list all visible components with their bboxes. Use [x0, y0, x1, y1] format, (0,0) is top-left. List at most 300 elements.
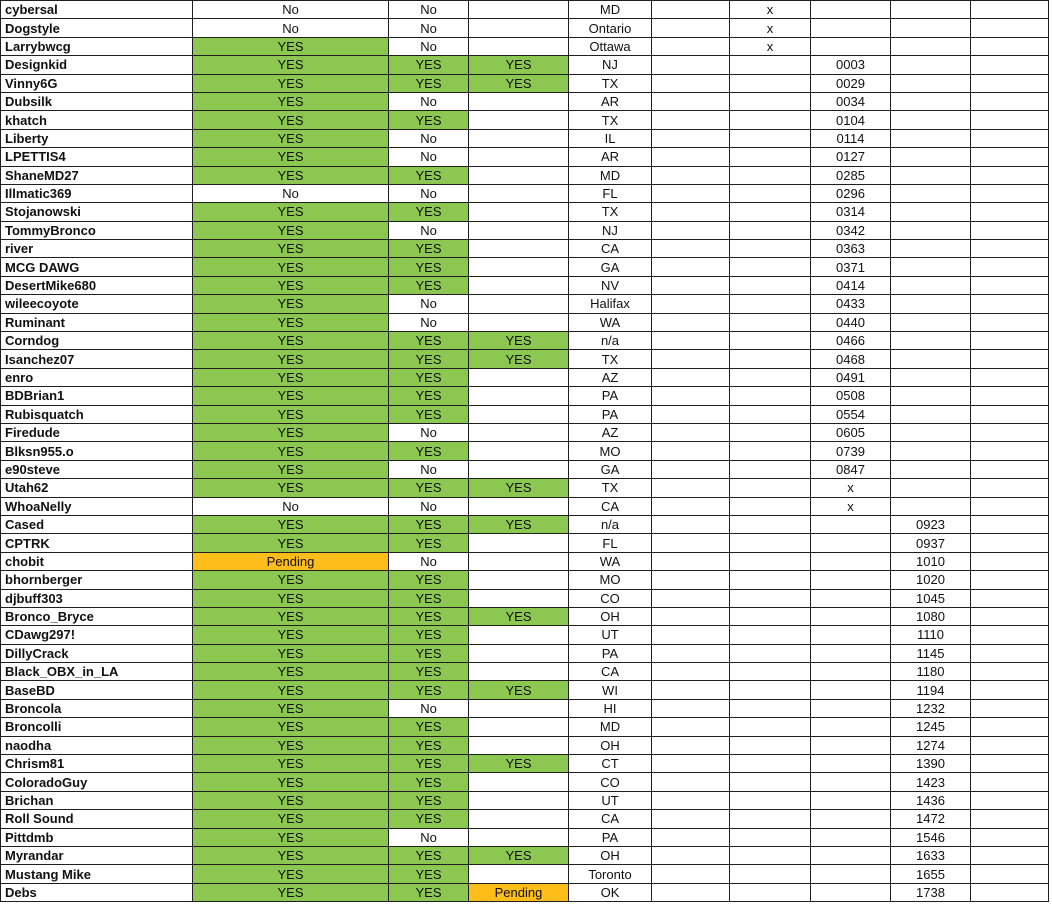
cell-col-c[interactable]: YES: [389, 534, 469, 552]
cell-col-f[interactable]: [652, 479, 730, 497]
cell-col-j[interactable]: [971, 883, 1049, 901]
cell-col-d[interactable]: [469, 221, 569, 239]
cell-col-g[interactable]: x: [730, 19, 811, 37]
cell-col-g[interactable]: [730, 423, 811, 441]
cell-col-j[interactable]: [971, 56, 1049, 74]
cell-username[interactable]: e90steve: [1, 460, 193, 478]
cell-col-b[interactable]: YES: [193, 148, 389, 166]
cell-col-b[interactable]: YES: [193, 332, 389, 350]
cell-col-h[interactable]: 0314: [811, 203, 891, 221]
cell-col-c[interactable]: YES: [389, 258, 469, 276]
cell-col-g[interactable]: [730, 810, 811, 828]
cell-col-j[interactable]: [971, 681, 1049, 699]
cell-col-j[interactable]: [971, 129, 1049, 147]
cell-col-i[interactable]: 1472: [891, 810, 971, 828]
cell-col-b[interactable]: YES: [193, 111, 389, 129]
cell-col-f[interactable]: [652, 56, 730, 74]
cell-col-b[interactable]: YES: [193, 387, 389, 405]
cell-col-c[interactable]: YES: [389, 166, 469, 184]
cell-col-b[interactable]: YES: [193, 423, 389, 441]
cell-col-i[interactable]: [891, 258, 971, 276]
cell-col-f[interactable]: [652, 810, 730, 828]
cell-col-d[interactable]: [469, 148, 569, 166]
cell-col-f[interactable]: [652, 552, 730, 570]
cell-col-g[interactable]: [730, 644, 811, 662]
cell-col-g[interactable]: [730, 479, 811, 497]
cell-col-b[interactable]: YES: [193, 755, 389, 773]
cell-location[interactable]: FL: [569, 184, 652, 202]
cell-location[interactable]: NJ: [569, 56, 652, 74]
cell-col-j[interactable]: [971, 515, 1049, 533]
cell-location[interactable]: GA: [569, 258, 652, 276]
cell-col-g[interactable]: [730, 240, 811, 258]
cell-col-d[interactable]: Pending: [469, 883, 569, 901]
cell-location[interactable]: OH: [569, 846, 652, 864]
cell-col-d[interactable]: [469, 865, 569, 883]
cell-col-g[interactable]: [730, 571, 811, 589]
cell-col-d[interactable]: [469, 1, 569, 19]
cell-col-h[interactable]: [811, 552, 891, 570]
cell-col-i[interactable]: 0923: [891, 515, 971, 533]
cell-col-j[interactable]: [971, 258, 1049, 276]
cell-col-b[interactable]: YES: [193, 350, 389, 368]
cell-col-i[interactable]: 1045: [891, 589, 971, 607]
cell-col-h[interactable]: [811, 37, 891, 55]
cell-col-d[interactable]: [469, 129, 569, 147]
cell-location[interactable]: Ontario: [569, 19, 652, 37]
cell-col-c[interactable]: YES: [389, 571, 469, 589]
cell-col-j[interactable]: [971, 607, 1049, 625]
cell-col-h[interactable]: [811, 515, 891, 533]
cell-username[interactable]: wileecoyote: [1, 295, 193, 313]
cell-col-i[interactable]: 1020: [891, 571, 971, 589]
cell-col-b[interactable]: YES: [193, 699, 389, 717]
cell-col-i[interactable]: 1423: [891, 773, 971, 791]
cell-col-c[interactable]: YES: [389, 350, 469, 368]
cell-col-f[interactable]: [652, 1, 730, 19]
cell-col-b[interactable]: YES: [193, 571, 389, 589]
cell-location[interactable]: CA: [569, 497, 652, 515]
cell-location[interactable]: CA: [569, 663, 652, 681]
cell-col-d[interactable]: [469, 460, 569, 478]
cell-col-i[interactable]: 1274: [891, 736, 971, 754]
cell-col-b[interactable]: YES: [193, 313, 389, 331]
cell-col-h[interactable]: 0363: [811, 240, 891, 258]
cell-col-i[interactable]: 1738: [891, 883, 971, 901]
cell-col-f[interactable]: [652, 663, 730, 681]
cell-col-d[interactable]: [469, 663, 569, 681]
cell-col-b[interactable]: YES: [193, 166, 389, 184]
cell-username[interactable]: CPTRK: [1, 534, 193, 552]
cell-col-j[interactable]: [971, 699, 1049, 717]
cell-col-f[interactable]: [652, 74, 730, 92]
cell-username[interactable]: Pittdmb: [1, 828, 193, 846]
cell-col-h[interactable]: [811, 846, 891, 864]
cell-username[interactable]: DillyCrack: [1, 644, 193, 662]
cell-col-h[interactable]: [811, 681, 891, 699]
cell-username[interactable]: bhornberger: [1, 571, 193, 589]
cell-col-g[interactable]: [730, 534, 811, 552]
cell-location[interactable]: TX: [569, 111, 652, 129]
cell-col-c[interactable]: No: [389, 828, 469, 846]
cell-col-f[interactable]: [652, 203, 730, 221]
cell-col-g[interactable]: [730, 405, 811, 423]
cell-location[interactable]: OH: [569, 607, 652, 625]
cell-location[interactable]: CT: [569, 755, 652, 773]
cell-col-h[interactable]: 0605: [811, 423, 891, 441]
cell-col-d[interactable]: YES: [469, 74, 569, 92]
cell-col-g[interactable]: [730, 184, 811, 202]
cell-col-d[interactable]: [469, 258, 569, 276]
cell-col-c[interactable]: YES: [389, 74, 469, 92]
cell-col-j[interactable]: [971, 534, 1049, 552]
cell-col-i[interactable]: 1390: [891, 755, 971, 773]
cell-col-d[interactable]: [469, 295, 569, 313]
cell-col-j[interactable]: [971, 736, 1049, 754]
cell-col-f[interactable]: [652, 240, 730, 258]
cell-col-h[interactable]: [811, 571, 891, 589]
cell-col-g[interactable]: [730, 755, 811, 773]
cell-col-c[interactable]: YES: [389, 791, 469, 809]
cell-col-h[interactable]: [811, 699, 891, 717]
cell-col-h[interactable]: [811, 1, 891, 19]
cell-username[interactable]: Corndog: [1, 332, 193, 350]
cell-col-j[interactable]: [971, 460, 1049, 478]
cell-col-c[interactable]: YES: [389, 479, 469, 497]
cell-col-i[interactable]: [891, 166, 971, 184]
cell-location[interactable]: OK: [569, 883, 652, 901]
cell-col-i[interactable]: [891, 313, 971, 331]
cell-col-h[interactable]: 0296: [811, 184, 891, 202]
cell-col-g[interactable]: [730, 607, 811, 625]
cell-col-f[interactable]: [652, 571, 730, 589]
cell-col-g[interactable]: [730, 166, 811, 184]
cell-location[interactable]: GA: [569, 460, 652, 478]
cell-username[interactable]: MCG DAWG: [1, 258, 193, 276]
cell-col-f[interactable]: [652, 736, 730, 754]
cell-col-i[interactable]: [891, 37, 971, 55]
cell-col-f[interactable]: [652, 699, 730, 717]
cell-col-d[interactable]: YES: [469, 56, 569, 74]
cell-location[interactable]: Toronto: [569, 865, 652, 883]
cell-username[interactable]: enro: [1, 368, 193, 386]
cell-col-d[interactable]: [469, 442, 569, 460]
cell-col-i[interactable]: [891, 240, 971, 258]
cell-col-g[interactable]: [730, 497, 811, 515]
cell-location[interactable]: CO: [569, 773, 652, 791]
cell-col-j[interactable]: [971, 405, 1049, 423]
cell-col-i[interactable]: 1080: [891, 607, 971, 625]
cell-location[interactable]: CA: [569, 810, 652, 828]
cell-col-d[interactable]: [469, 387, 569, 405]
cell-location[interactable]: n/a: [569, 332, 652, 350]
cell-col-g[interactable]: [730, 332, 811, 350]
cell-location[interactable]: MO: [569, 442, 652, 460]
cell-username[interactable]: Broncola: [1, 699, 193, 717]
cell-col-g[interactable]: [730, 883, 811, 901]
cell-col-i[interactable]: [891, 221, 971, 239]
cell-location[interactable]: AZ: [569, 368, 652, 386]
cell-col-i[interactable]: [891, 460, 971, 478]
cell-col-i[interactable]: 1010: [891, 552, 971, 570]
cell-col-b[interactable]: YES: [193, 718, 389, 736]
cell-col-b[interactable]: YES: [193, 479, 389, 497]
cell-col-h[interactable]: [811, 589, 891, 607]
cell-col-h[interactable]: [811, 865, 891, 883]
cell-col-h[interactable]: 0508: [811, 387, 891, 405]
cell-col-c[interactable]: YES: [389, 755, 469, 773]
cell-username[interactable]: ShaneMD27: [1, 166, 193, 184]
cell-col-b[interactable]: YES: [193, 846, 389, 864]
cell-col-f[interactable]: [652, 332, 730, 350]
cell-col-f[interactable]: [652, 755, 730, 773]
cell-col-h[interactable]: 0371: [811, 258, 891, 276]
cell-col-c[interactable]: YES: [389, 276, 469, 294]
cell-location[interactable]: NV: [569, 276, 652, 294]
cell-col-b[interactable]: YES: [193, 240, 389, 258]
cell-col-c[interactable]: No: [389, 423, 469, 441]
cell-col-c[interactable]: YES: [389, 332, 469, 350]
cell-col-f[interactable]: [652, 681, 730, 699]
cell-col-h[interactable]: 0491: [811, 368, 891, 386]
cell-col-b[interactable]: No: [193, 19, 389, 37]
cell-col-c[interactable]: YES: [389, 111, 469, 129]
cell-col-d[interactable]: [469, 718, 569, 736]
cell-col-d[interactable]: [469, 626, 569, 644]
cell-col-j[interactable]: [971, 37, 1049, 55]
cell-col-b[interactable]: YES: [193, 129, 389, 147]
cell-col-b[interactable]: YES: [193, 534, 389, 552]
cell-col-i[interactable]: [891, 368, 971, 386]
cell-col-b[interactable]: YES: [193, 276, 389, 294]
cell-col-f[interactable]: [652, 276, 730, 294]
cell-col-h[interactable]: [811, 19, 891, 37]
cell-col-b[interactable]: YES: [193, 626, 389, 644]
cell-col-f[interactable]: [652, 534, 730, 552]
cell-col-i[interactable]: 1194: [891, 681, 971, 699]
cell-col-j[interactable]: [971, 755, 1049, 773]
cell-col-j[interactable]: [971, 589, 1049, 607]
cell-col-i[interactable]: [891, 497, 971, 515]
cell-col-d[interactable]: [469, 184, 569, 202]
cell-col-d[interactable]: YES: [469, 515, 569, 533]
cell-col-h[interactable]: x: [811, 497, 891, 515]
cell-col-c[interactable]: YES: [389, 607, 469, 625]
cell-location[interactable]: MD: [569, 166, 652, 184]
cell-col-c[interactable]: YES: [389, 240, 469, 258]
cell-col-g[interactable]: [730, 313, 811, 331]
cell-col-d[interactable]: [469, 589, 569, 607]
cell-username[interactable]: Chrism81: [1, 755, 193, 773]
cell-col-j[interactable]: [971, 865, 1049, 883]
cell-col-g[interactable]: [730, 258, 811, 276]
cell-username[interactable]: Blksn955.o: [1, 442, 193, 460]
cell-col-i[interactable]: [891, 405, 971, 423]
cell-col-j[interactable]: [971, 313, 1049, 331]
cell-col-j[interactable]: [971, 92, 1049, 110]
cell-location[interactable]: AR: [569, 148, 652, 166]
cell-col-d[interactable]: [469, 810, 569, 828]
cell-col-h[interactable]: x: [811, 479, 891, 497]
cell-col-d[interactable]: YES: [469, 607, 569, 625]
cell-col-i[interactable]: 1232: [891, 699, 971, 717]
cell-col-i[interactable]: [891, 19, 971, 37]
cell-col-c[interactable]: No: [389, 37, 469, 55]
cell-col-j[interactable]: [971, 350, 1049, 368]
cell-col-g[interactable]: [730, 736, 811, 754]
cell-col-b[interactable]: YES: [193, 203, 389, 221]
cell-col-c[interactable]: YES: [389, 589, 469, 607]
cell-col-i[interactable]: [891, 295, 971, 313]
cell-username[interactable]: Brichan: [1, 791, 193, 809]
cell-col-f[interactable]: [652, 846, 730, 864]
cell-col-c[interactable]: No: [389, 129, 469, 147]
cell-col-j[interactable]: [971, 74, 1049, 92]
cell-col-h[interactable]: 0127: [811, 148, 891, 166]
cell-username[interactable]: ColoradoGuy: [1, 773, 193, 791]
cell-col-c[interactable]: YES: [389, 442, 469, 460]
cell-username[interactable]: cybersal: [1, 1, 193, 19]
cell-location[interactable]: n/a: [569, 515, 652, 533]
cell-username[interactable]: Mustang Mike: [1, 865, 193, 883]
cell-col-g[interactable]: [730, 681, 811, 699]
cell-location[interactable]: HI: [569, 699, 652, 717]
cell-col-j[interactable]: [971, 626, 1049, 644]
cell-col-c[interactable]: No: [389, 184, 469, 202]
cell-col-j[interactable]: [971, 442, 1049, 460]
cell-col-j[interactable]: [971, 368, 1049, 386]
cell-col-h[interactable]: [811, 828, 891, 846]
cell-col-h[interactable]: 0104: [811, 111, 891, 129]
cell-col-d[interactable]: [469, 644, 569, 662]
cell-col-b[interactable]: YES: [193, 607, 389, 625]
cell-location[interactable]: NJ: [569, 221, 652, 239]
cell-col-h[interactable]: [811, 755, 891, 773]
cell-col-d[interactable]: YES: [469, 479, 569, 497]
cell-col-d[interactable]: [469, 773, 569, 791]
cell-col-h[interactable]: [811, 791, 891, 809]
cell-username[interactable]: Cased: [1, 515, 193, 533]
cell-username[interactable]: TommyBronco: [1, 221, 193, 239]
cell-col-h[interactable]: 0285: [811, 166, 891, 184]
cell-col-b[interactable]: YES: [193, 92, 389, 110]
cell-col-b[interactable]: YES: [193, 589, 389, 607]
cell-location[interactable]: PA: [569, 387, 652, 405]
cell-col-d[interactable]: [469, 240, 569, 258]
cell-col-d[interactable]: [469, 736, 569, 754]
cell-col-f[interactable]: [652, 148, 730, 166]
cell-col-h[interactable]: 0342: [811, 221, 891, 239]
cell-col-j[interactable]: [971, 479, 1049, 497]
cell-col-d[interactable]: [469, 405, 569, 423]
cell-col-h[interactable]: 0414: [811, 276, 891, 294]
cell-location[interactable]: PA: [569, 405, 652, 423]
cell-col-i[interactable]: 1655: [891, 865, 971, 883]
cell-col-b[interactable]: YES: [193, 442, 389, 460]
cell-col-f[interactable]: [652, 497, 730, 515]
cell-col-h[interactable]: 0468: [811, 350, 891, 368]
cell-col-h[interactable]: 0003: [811, 56, 891, 74]
cell-col-b[interactable]: YES: [193, 460, 389, 478]
cell-col-d[interactable]: [469, 828, 569, 846]
cell-col-c[interactable]: No: [389, 460, 469, 478]
cell-col-i[interactable]: 1245: [891, 718, 971, 736]
cell-col-d[interactable]: YES: [469, 846, 569, 864]
cell-location[interactable]: MD: [569, 718, 652, 736]
cell-col-c[interactable]: No: [389, 295, 469, 313]
cell-col-d[interactable]: [469, 203, 569, 221]
cell-col-j[interactable]: [971, 240, 1049, 258]
cell-col-d[interactable]: [469, 497, 569, 515]
cell-col-f[interactable]: [652, 607, 730, 625]
cell-col-g[interactable]: [730, 865, 811, 883]
cell-col-d[interactable]: [469, 37, 569, 55]
cell-location[interactable]: WA: [569, 552, 652, 570]
cell-col-b[interactable]: YES: [193, 515, 389, 533]
cell-username[interactable]: Bronco_Bryce: [1, 607, 193, 625]
cell-col-b[interactable]: YES: [193, 865, 389, 883]
cell-col-c[interactable]: YES: [389, 405, 469, 423]
cell-col-j[interactable]: [971, 644, 1049, 662]
cell-col-j[interactable]: [971, 663, 1049, 681]
cell-location[interactable]: Ottawa: [569, 37, 652, 55]
cell-username[interactable]: Rubisquatch: [1, 405, 193, 423]
cell-col-i[interactable]: [891, 184, 971, 202]
cell-col-i[interactable]: [891, 276, 971, 294]
cell-location[interactable]: UT: [569, 791, 652, 809]
cell-col-d[interactable]: YES: [469, 332, 569, 350]
cell-col-j[interactable]: [971, 276, 1049, 294]
cell-username[interactable]: Dubsilk: [1, 92, 193, 110]
cell-col-j[interactable]: [971, 332, 1049, 350]
cell-col-g[interactable]: [730, 221, 811, 239]
cell-col-g[interactable]: [730, 368, 811, 386]
cell-location[interactable]: TX: [569, 74, 652, 92]
cell-username[interactable]: chobit: [1, 552, 193, 570]
cell-col-c[interactable]: No: [389, 699, 469, 717]
cell-col-c[interactable]: No: [389, 148, 469, 166]
cell-col-j[interactable]: [971, 203, 1049, 221]
cell-col-f[interactable]: [652, 221, 730, 239]
cell-col-h[interactable]: [811, 626, 891, 644]
cell-col-b[interactable]: No: [193, 184, 389, 202]
cell-col-b[interactable]: YES: [193, 828, 389, 846]
cell-col-c[interactable]: YES: [389, 626, 469, 644]
cell-col-g[interactable]: [730, 589, 811, 607]
cell-location[interactable]: MO: [569, 571, 652, 589]
cell-col-g[interactable]: [730, 276, 811, 294]
cell-username[interactable]: Ruminant: [1, 313, 193, 331]
cell-col-c[interactable]: YES: [389, 644, 469, 662]
cell-location[interactable]: WI: [569, 681, 652, 699]
cell-col-f[interactable]: [652, 295, 730, 313]
cell-username[interactable]: djbuff303: [1, 589, 193, 607]
cell-col-j[interactable]: [971, 295, 1049, 313]
cell-col-g[interactable]: [730, 442, 811, 460]
cell-col-b[interactable]: YES: [193, 810, 389, 828]
cell-col-f[interactable]: [652, 166, 730, 184]
cell-col-h[interactable]: 0440: [811, 313, 891, 331]
cell-col-d[interactable]: [469, 19, 569, 37]
cell-col-h[interactable]: [811, 644, 891, 662]
cell-location[interactable]: Halifax: [569, 295, 652, 313]
cell-col-i[interactable]: 1180: [891, 663, 971, 681]
cell-col-c[interactable]: YES: [389, 718, 469, 736]
cell-col-d[interactable]: YES: [469, 681, 569, 699]
cell-col-i[interactable]: [891, 442, 971, 460]
cell-col-b[interactable]: YES: [193, 883, 389, 901]
cell-col-h[interactable]: [811, 883, 891, 901]
